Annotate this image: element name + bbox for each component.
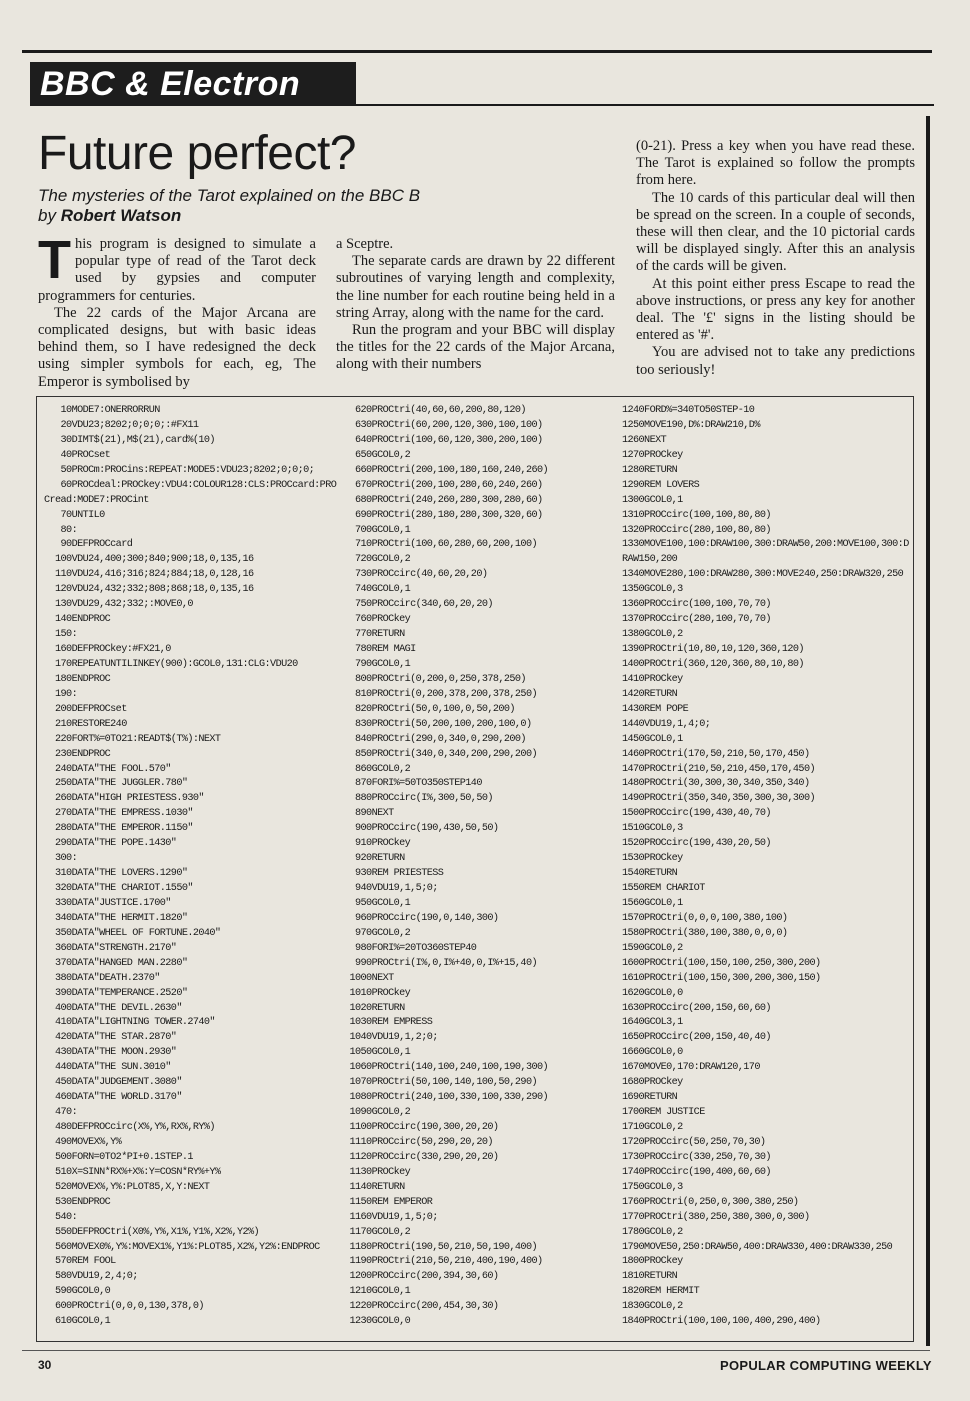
listing-line: 1230GCOL0,0 — [344, 1316, 411, 1328]
listing-line: 460DATA"THE WORLD.3170" — [44, 1092, 182, 1104]
listing-line: 640PROCtri(100,60,120,300,200,100) — [344, 434, 543, 446]
listing-line: 1100PROCcirc(190,300,20,20) — [344, 1122, 499, 1133]
listing-line: 590GCOL0,0 — [44, 1286, 111, 1298]
listing-line: 1160VDU19,1,5;0; — [344, 1211, 438, 1223]
listing-line: 10MODE7:ONERRORRUN — [44, 405, 160, 416]
listing-line: 1510GCOL0,3 — [622, 823, 683, 835]
listing-line: 480DEFPROCcirc(X%,Y%,RX%,RY%) — [44, 1122, 215, 1133]
listing-line: 380DATA"DEATH.2370" — [44, 972, 160, 984]
listing-line: 1630PROCcirc(200,150,60,60) — [622, 1002, 771, 1014]
listing-line: 300: — [44, 853, 78, 865]
listing-line: 990PROCtri(I%,0,I%+40,0,I%+15,40) — [344, 957, 537, 969]
listing-line: 1780GCOL0,2 — [622, 1226, 683, 1238]
listing-line: 1000NEXT — [344, 972, 394, 984]
listing-line: 1820REM HERMIT — [622, 1286, 700, 1298]
listing-line: 540: — [44, 1211, 78, 1223]
paragraph: (0-21). Press a key when you have read these. The Tarot is explained so follow the prompts from here. — [636, 138, 915, 189]
listing-line: 630PROCtri(60,200,120,300,100,100) — [344, 419, 543, 431]
listing-line: 550DEFPROCtri(X0%,Y%,X1%,Y1%,X2%,Y2%) — [44, 1226, 260, 1238]
right-margin-bar — [926, 116, 930, 1346]
listing-line: 810PROCtri(0,200,378,200,378,250) — [344, 688, 537, 700]
listing-line: 930REM PRIESTESS — [344, 868, 444, 880]
listing-line: 290DATA"THE POPE.1430" — [44, 838, 177, 850]
listing-line: 370DATA"HANGED MAN.2280" — [44, 957, 188, 969]
byline — [38, 206, 181, 226]
listing-line: 1240FORD%=340TO50STEP-10 — [622, 405, 755, 416]
listing-line: 970GCOL0,2 — [344, 927, 411, 939]
listing-line: 1700REM JUSTICE — [622, 1107, 705, 1119]
listing-line: 60PROCdeal:PROCkey:VDU4:COLOUR128:CLS:PROCcard:PRO — [44, 479, 337, 491]
listing-line: 80: — [44, 524, 78, 536]
page-number: 30 — [38, 1358, 52, 1372]
listing-line: 1280RETURN — [622, 464, 678, 476]
listing-line: 180ENDPROC — [44, 673, 111, 685]
listing-line: 150: — [44, 629, 78, 641]
listing-line: 1090GCOL0,2 — [344, 1107, 411, 1119]
listing-line: 700GCOL0,1 — [344, 524, 411, 536]
listing-line: 1320PROCcirc(280,100,80,80) — [622, 524, 771, 536]
listing-line: 1310PROCcirc(100,100,80,80) — [622, 509, 771, 521]
listing-line: 200DEFPROCset — [44, 703, 127, 715]
listing-line: 610GCOL0,1 — [44, 1316, 111, 1328]
listing-line: 710PROCtri(100,60,280,60,200,100) — [344, 539, 537, 551]
listing-line: 1610PROCtri(100,150,300,200,300,150) — [622, 972, 821, 984]
listing-line: 400DATA"THE DEVIL.2630" — [44, 1002, 182, 1014]
listing-line: 1400PROCtri(360,120,360,80,10,80) — [622, 658, 804, 670]
listing-line: 1340MOVE280,100:DRAW280,300:MOVE240,250:DRAW320,250 — [622, 569, 904, 581]
listing-line: 1250MOVE190,D%:DRAW210,D% — [622, 419, 760, 431]
listing-line: 1270PROCkey — [622, 449, 683, 461]
listing-line: 1420RETURN — [622, 688, 678, 700]
listing-line: 40PROCset — [44, 449, 111, 461]
listing-line: 1330MOVE100,100:DRAW100,300:DRAW50,200:MOVE100,300:D — [622, 539, 909, 551]
listing-line: 850PROCtri(340,0,340,200,290,200) — [344, 748, 537, 760]
listing-line: 1520PROCcirc(190,430,20,50) — [622, 838, 771, 850]
listing-line: 1710GCOL0,2 — [622, 1122, 683, 1133]
listing-line: 1210GCOL0,1 — [344, 1286, 411, 1298]
paragraph: The 10 cards of this particular deal will then be spread on the screen. In a couple of seconds, these will then clear, and the 10 pictorial cards will be displayed singly. After this an analysis of the cards will be given. — [636, 189, 915, 275]
listing-line: 250DATA"THE JUGGLER.780" — [44, 778, 188, 790]
listing-line: 870FORI%=50TO350STEP140 — [344, 778, 482, 790]
top-rule — [22, 50, 932, 53]
listing-line: 1690RETURN — [622, 1092, 678, 1104]
paragraph: You are advised not to take any predictions too seriously! — [636, 344, 915, 378]
listing-line: 560MOVEX0%,Y%:MOVEX1%,Y1%:PLOT85,X2%,Y2%:ENDPROC — [44, 1241, 320, 1253]
listing-line: 620PROCtri(40,60,60,200,80,120) — [344, 405, 526, 416]
listing-line: 1600PROCtri(100,150,100,250,300,200) — [622, 957, 821, 969]
listing-line: 120VDU24,432;332;808;868;18,0,135,16 — [44, 584, 254, 596]
listing-line: 1440VDU19,1,4;0; — [622, 718, 711, 730]
listing-line: 740GCOL0,1 — [344, 584, 411, 596]
listing-line: 230ENDPROC — [44, 748, 111, 760]
listing-line: 600PROCtri(0,0,0,130,378,0) — [44, 1301, 204, 1313]
listing-line: 440DATA"THE SUN.3010" — [44, 1062, 171, 1074]
listing-line: 1740PROCcirc(190,400,60,60) — [622, 1166, 771, 1178]
section-banner: BBC & Electron — [30, 62, 356, 106]
listing-line: 1030REM EMPRESS — [344, 1017, 433, 1029]
listing-line: 1140RETURN — [344, 1181, 405, 1193]
listing-line: 1750GCOL0,3 — [622, 1181, 683, 1193]
listing-line: 1020RETURN — [344, 1002, 405, 1014]
listing-line: 240DATA"THE FOOL.570" — [44, 763, 171, 775]
listing-line: 210RESTORE240 — [44, 718, 127, 730]
listing-line: 1170GCOL0,2 — [344, 1226, 411, 1238]
listing-line: 1500PROCcirc(190,430,40,70) — [622, 808, 771, 820]
listing-line: 1220PROCcirc(200,454,30,30) — [344, 1301, 499, 1313]
body-column-2 — [336, 236, 615, 374]
listing-line: 1120PROCcirc(330,290,20,20) — [344, 1151, 499, 1163]
listing-line: 1380GCOL0,2 — [622, 629, 683, 641]
listing-line: 790GCOL0,1 — [344, 658, 411, 670]
listing-line: 1360PROCcirc(100,100,70,70) — [622, 599, 771, 611]
listing-line: 490MOVEX%,Y% — [44, 1136, 122, 1148]
paragraph: This program is designed to simulate a popular type of read of the Tarot deck used by gypsies and computer programmers for centuries. — [38, 230, 316, 304]
listing-line: 420DATA"THE STAR.2870" — [44, 1032, 177, 1044]
listing-line: 30DIMT$(21),M$(21),card%(10) — [44, 434, 215, 446]
listing-line: 520MOVEX%,Y%:PLOT85,X,Y:NEXT — [44, 1181, 210, 1193]
listing-line: 470: — [44, 1107, 78, 1119]
paragraph: The separate cards are drawn by 22 different subroutines of varying length and complexity, the line number for each routine being held in a string Array, along with the name for the card. — [336, 253, 615, 321]
listing-line: 220FORT%=0TO21:READT$(T%):NEXT — [44, 733, 221, 745]
listing-line: 260DATA"HIGH PRIESTESS.930" — [44, 793, 204, 805]
listing-line: 320DATA"THE CHARIOT.1550" — [44, 883, 193, 894]
listing-line: 1830GCOL0,2 — [622, 1301, 683, 1313]
listing-column-3 — [622, 404, 912, 1330]
listing-line: 1840PROCtri(100,100,100,400,290,400) — [622, 1316, 821, 1328]
author-name: Robert Watson — [60, 206, 182, 225]
listing-line: 390DATA"TEMPERANCE.2520" — [44, 987, 188, 999]
listing-line: 1530PROCkey — [622, 853, 683, 865]
listing-line: Cread:MODE7:PROCint — [44, 494, 149, 506]
listing-line: 1540RETURN — [622, 868, 678, 880]
listing-line: 1640GCOL3,1 — [622, 1017, 683, 1029]
listing-line: 580VDU19,2,4;0; — [44, 1271, 138, 1283]
listing-line: 950GCOL0,1 — [344, 897, 411, 909]
listing-line: 650GCOL0,2 — [344, 449, 411, 461]
listing-line: 960PROCcirc(190,0,140,300) — [344, 912, 499, 924]
listing-line: 750PROCcirc(340,60,20,20) — [344, 599, 493, 611]
listing-line: 160DEFPROCkey:#FX21,0 — [44, 644, 171, 655]
listing-line: 1810RETURN — [622, 1271, 678, 1283]
listing-line: 20VDU23;8202;0;0;0;:#FX11 — [44, 419, 199, 431]
listing-line: 1580PROCtri(380,100,380,0,0,0) — [622, 927, 788, 939]
listing-line: 1620GCOL0,0 — [622, 987, 683, 999]
listing-line: 280DATA"THE EMPEROR.1150" — [44, 823, 193, 835]
footer-rule — [22, 1350, 930, 1351]
listing-line: 920RETURN — [344, 853, 405, 865]
listing-line: 140ENDPROC — [44, 614, 111, 626]
listing-line: 1760PROCtri(0,250,0,300,380,250) — [622, 1196, 799, 1208]
listing-line: 340DATA"THE HERMIT.1820" — [44, 912, 188, 924]
listing-line: 770RETURN — [344, 629, 405, 641]
listing-line: 410DATA"LIGHTNING TOWER.2740" — [44, 1017, 215, 1029]
listing-line: 890NEXT — [344, 808, 394, 820]
listing-line: 1260NEXT — [622, 434, 667, 446]
listing-line: 1450GCOL0,1 — [622, 733, 683, 745]
listing-line: 1110PROCcirc(50,290,20,20) — [344, 1136, 493, 1148]
listing-line: 530ENDPROC — [44, 1196, 111, 1208]
listing-line: 780REM MAGI — [344, 644, 416, 655]
listing-line: RAW150,200 — [622, 554, 678, 566]
listing-line: 170REPEATUNTILINKEY(900):GCOL0,131:CLG:VDU20 — [44, 658, 298, 670]
listing-line: 670PROCtri(200,100,280,60,240,260) — [344, 479, 543, 491]
listing-line: 1570PROCtri(0,0,0,100,380,100) — [622, 912, 788, 924]
listing-line: 1200PROCcirc(200,394,30,60) — [344, 1271, 499, 1283]
listing-line: 310DATA"THE LOVERS.1290" — [44, 868, 188, 880]
listing-line: 1080PROCtri(240,100,330,100,330,290) — [344, 1092, 548, 1104]
listing-line: 1050GCOL0,1 — [344, 1047, 411, 1059]
listing-line: 1680PROCkey — [622, 1077, 683, 1089]
listing-line: 130VDU29,432;332;:MOVE0,0 — [44, 599, 193, 611]
listing-line: 450DATA"JUDGEMENT.3080" — [44, 1077, 182, 1089]
listing-line: 1300GCOL0,1 — [622, 494, 683, 506]
listing-line: 110VDU24,416;316;824;884;18,0,128,16 — [44, 569, 254, 581]
listing-line: 350DATA"WHEEL OF FORTUNE.2040" — [44, 927, 221, 939]
listing-line: 100VDU24,400;300;840;900;18,0,135,16 — [44, 554, 254, 566]
article-title: Future perfect? — [38, 127, 356, 180]
listing-line: 1410PROCkey — [622, 673, 683, 685]
listing-line: 1560GCOL0,1 — [622, 897, 683, 909]
listing-line: 190: — [44, 688, 78, 700]
listing-line: 90DEFPROCcard — [44, 539, 133, 551]
listing-line: 1590GCOL0,2 — [622, 942, 683, 954]
body-column-3 — [636, 138, 915, 379]
listing-line: 1720PROCcirc(50,250,70,30) — [622, 1136, 766, 1148]
listing-line: 820PROCtri(50,0,100,0,50,200) — [344, 703, 515, 715]
listing-line: 1010PROCkey — [344, 987, 411, 999]
listing-line: 830PROCtri(50,200,100,200,100,0) — [344, 718, 532, 730]
listing-column-2 — [344, 404, 620, 1330]
listing-line: 1490PROCtri(350,340,350,300,30,300) — [622, 793, 815, 805]
listing-line: 1370PROCcirc(280,100,70,70) — [622, 614, 771, 626]
listing-line: 800PROCtri(0,200,0,250,378,250) — [344, 673, 526, 685]
listing-line: 570REM FOOL — [44, 1256, 116, 1268]
paragraph: At this point either press Escape to read the above instructions, or press any key for another deal. The '£' signs in the listing should be entered as '#'. — [636, 275, 915, 344]
listing-line: 1550REM CHARIOT — [622, 883, 705, 894]
listing-line: 1130PROCkey — [344, 1166, 411, 1178]
listing-line: 910PROCkey — [344, 838, 411, 850]
listing-line: 1290REM LOVERS — [622, 479, 700, 491]
listing-line: 660PROCtri(200,100,180,160,240,260) — [344, 464, 548, 476]
listing-line: 840PROCtri(290,0,340,0,290,200) — [344, 733, 526, 745]
byline-prefix: by — [38, 206, 61, 225]
listing-line: 1060PROCtri(140,100,240,100,190,300) — [344, 1062, 548, 1074]
magazine-name: POPULAR COMPUTING WEEKLY — [720, 1358, 932, 1373]
listing-line: 1430REM POPE — [622, 703, 689, 715]
listing-line: 860GCOL0,2 — [344, 763, 411, 775]
listing-line: 730PROCcirc(40,60,20,20) — [344, 569, 488, 581]
listing-line: 720GCOL0,2 — [344, 554, 411, 566]
listing-line: 1460PROCtri(170,50,210,50,170,450) — [622, 748, 810, 760]
listing-line: 1730PROCcirc(330,250,70,30) — [622, 1151, 771, 1163]
listing-line: 1800PROCkey — [622, 1256, 683, 1268]
listing-column-1 — [44, 404, 344, 1330]
listing-line: 980FORI%=20TO360STEP40 — [344, 942, 477, 954]
listing-line: 1770PROCtri(380,250,380,300,0,300) — [622, 1211, 810, 1223]
listing-line: 900PROCcirc(190,430,50,50) — [344, 823, 499, 835]
listing-line: 1480PROCtri(30,300,30,340,350,340) — [622, 778, 810, 790]
listing-line: 1150REM EMPEROR — [344, 1196, 433, 1208]
banner-rule — [356, 104, 934, 106]
listing-line: 270DATA"THE EMPRESS.1030" — [44, 808, 193, 820]
listing-line: 430DATA"THE MOON.2930" — [44, 1047, 177, 1059]
paragraph: The 22 cards of the Major Arcana are complicated designs, but with basic ideas behind them, so I have redesigned the deck using simpler symbols for each, eg, The Emperor is symbolised by — [38, 304, 316, 390]
listing-line: 70UNTIL0 — [44, 509, 105, 521]
listing-line: 1660GCOL0,0 — [622, 1047, 683, 1059]
listing-line: 1470PROCtri(210,50,210,450,170,450) — [622, 763, 815, 775]
listing-line: 1670MOVE0,170:DRAW120,170 — [622, 1062, 760, 1074]
listing-line: 690PROCtri(280,180,280,300,320,60) — [344, 509, 543, 521]
listing-line: 940VDU19,1,5;0; — [344, 883, 438, 894]
listing-line: 1350GCOL0,3 — [622, 584, 683, 596]
listing-line: 360DATA"STRENGTH.2170" — [44, 942, 177, 954]
paragraph: Run the program and your BBC will display the titles for the 22 cards of the Major Arcana, along with their numbers — [336, 322, 615, 373]
listing-line: 1070PROCtri(50,100,140,100,50,290) — [344, 1077, 537, 1089]
listing-line: 330DATA"JUSTICE.1700" — [44, 897, 171, 909]
paragraph: a Sceptre. — [336, 236, 394, 252]
listing-line: 1650PROCcirc(200,150,40,40) — [622, 1032, 771, 1044]
listing-line: 1040VDU19,1,2;0; — [344, 1032, 438, 1044]
listing-line: 1180PROCtri(190,50,210,50,190,400) — [344, 1241, 537, 1253]
body-column-1 — [38, 230, 316, 391]
listing-line: 760PROCkey — [344, 614, 411, 626]
listing-line: 880PROCcirc(I%,300,50,50) — [344, 793, 493, 805]
listing-line: 1790MOVE50,250:DRAW50,400:DRAW330,400:DRAW330,250 — [622, 1241, 893, 1253]
listing-line: 680PROCtri(240,260,280,300,280,60) — [344, 494, 543, 506]
listing-line: 1190PROCtri(210,50,210,400,190,400) — [344, 1256, 543, 1268]
article-subtitle: The mysteries of the Tarot explained on the BBC B — [38, 186, 421, 205]
listing-line: 500FORN=0TO2*PI+0.1STEP.1 — [44, 1151, 193, 1163]
listing-line: 510X=SINN*RX%+X%:Y=COSN*RY%+Y% — [44, 1166, 221, 1178]
listing-line: 50PROCm:PROCins:REPEAT:MODE5:VDU23;8202;0;0;0; — [44, 464, 315, 476]
listing-line: 1390PROCtri(10,80,10,120,360,120) — [622, 644, 804, 655]
drop-cap: T — [38, 230, 71, 290]
